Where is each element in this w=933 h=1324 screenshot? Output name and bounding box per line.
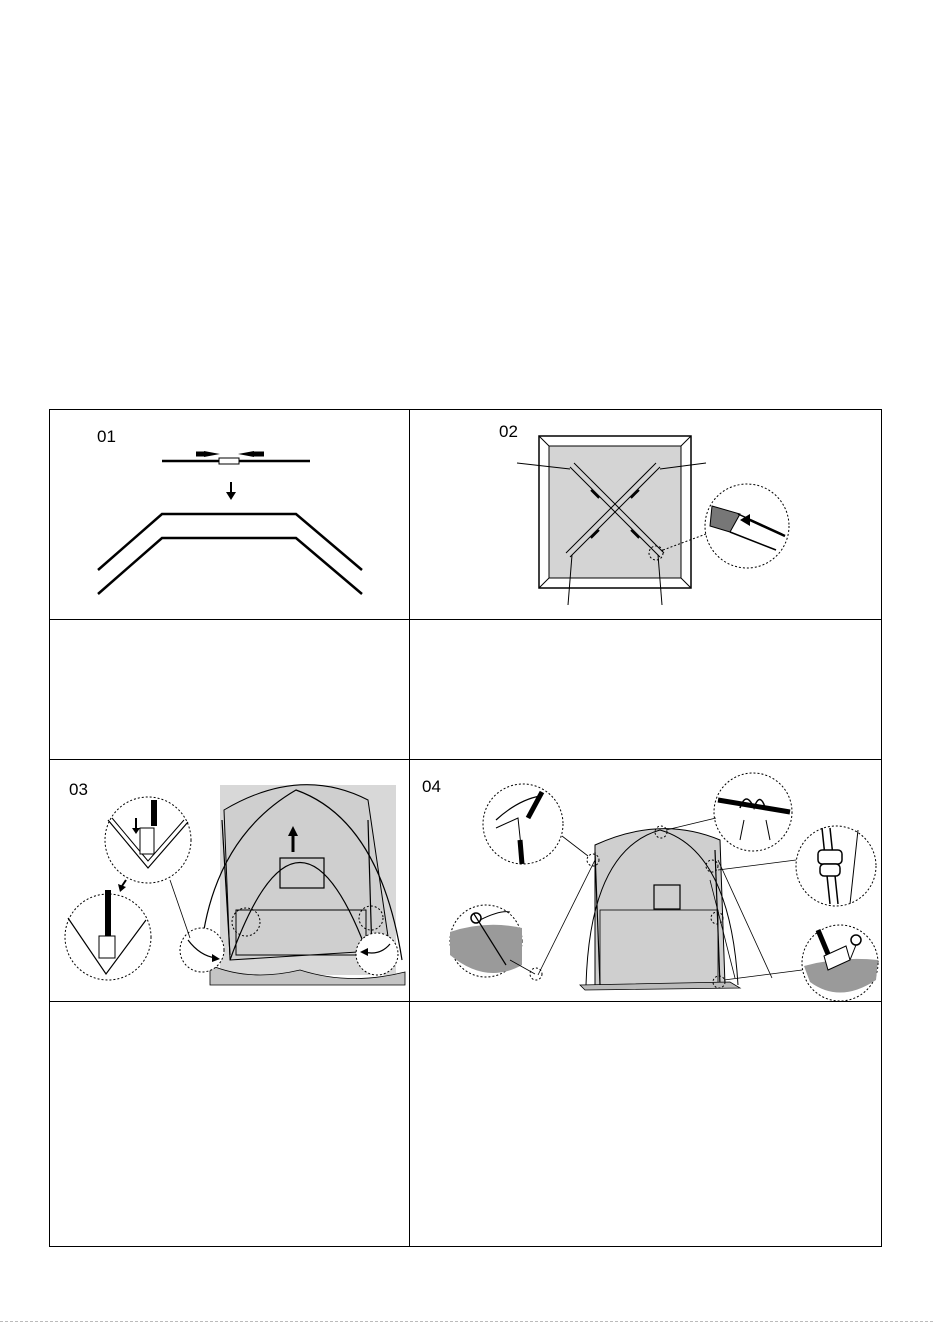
step-01-illustration [50, 410, 409, 619]
page-bottom-rule [0, 1321, 933, 1322]
step-02-illustration [410, 410, 881, 619]
step-03-label: 03 [69, 780, 88, 799]
step-04-illustration [410, 760, 881, 1001]
step-04-label: 04 [422, 777, 441, 796]
row-divider-1 [50, 619, 881, 620]
step-03-illustration [50, 760, 409, 1001]
step-02-label: 02 [499, 422, 518, 441]
step-01-label: 01 [97, 427, 116, 446]
row-divider-3 [50, 1001, 881, 1002]
instruction-sheet [49, 409, 882, 1247]
